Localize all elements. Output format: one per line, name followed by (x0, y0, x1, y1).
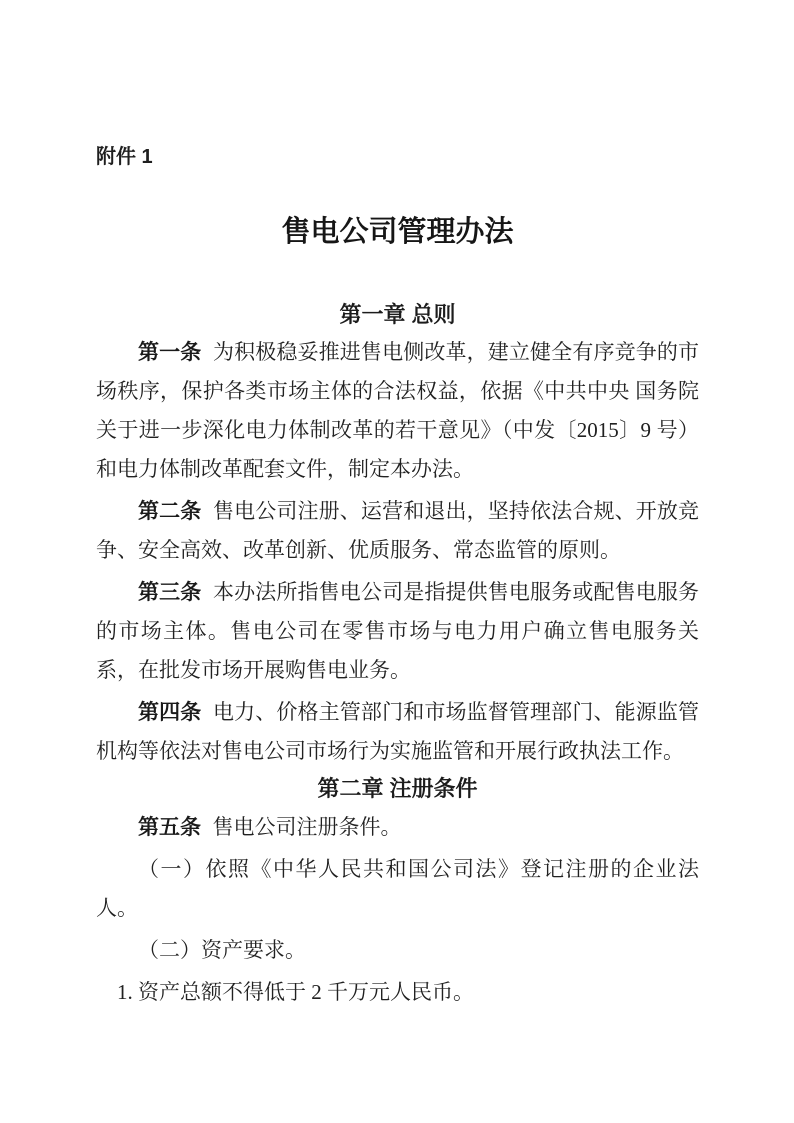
article-1-paragraph (96, 333, 699, 489)
article-5-lead: 第五条 (138, 815, 201, 839)
article-2-lead: 第二条 (138, 499, 202, 523)
article-1-text: 为积极稳妥推进售电侧改革，建立健全有序竞争的市场秩序，保护各类市场主体的合法权益，依据《中共中央 国务院关于进一步深化电力体制改革的若干意见》（中发〔2015〕9 号）和电力体制改革配套文件，制定本办法。 (96, 340, 700, 481)
article-4-paragraph (96, 693, 699, 771)
article-4-text: 电力、价格主管部门和市场监督管理部门、能源监管机构等依法对售电公司市场行为实施监管和开展行政执法工作。 (96, 700, 700, 763)
item-1-paragraph: （一）依照《中华人民共和国公司法》登记注册的企业法人。 (96, 857, 699, 920)
article-2-paragraph (96, 492, 699, 570)
chapter-2-heading: 第二章 注册条件 (317, 776, 478, 801)
article-4-lead: 第四条 (138, 700, 202, 724)
article-5-paragraph (96, 808, 699, 847)
article-1-lead: 第一条 (138, 340, 202, 364)
article-5-text: 售电公司注册条件。 (212, 815, 402, 839)
article-3-lead: 第三条 (138, 580, 202, 604)
attachment-label: 附件 1 (96, 146, 153, 168)
article-2-text: 售电公司注册、运营和退出，坚持依法合规、开放竞争、安全高效、改革创新、优质服务、常态监管的原则。 (96, 499, 700, 562)
subitem-1-paragraph: 1. 资产总额不得低于 2 千万元人民币。 (117, 980, 474, 1004)
article-3-text: 本办法所指售电公司是指提供售电服务或配售电服务的市场主体。售电公司在零售市场与电力用户确立售电服务关系，在批发市场开展购售电业务。 (96, 580, 700, 682)
document-title: 售电公司管理办法 (281, 216, 514, 248)
article-3-paragraph (96, 573, 699, 690)
chapter-1-heading: 第一章 总则 (339, 302, 456, 327)
item-2-paragraph: （二）资产要求。 (138, 938, 306, 962)
